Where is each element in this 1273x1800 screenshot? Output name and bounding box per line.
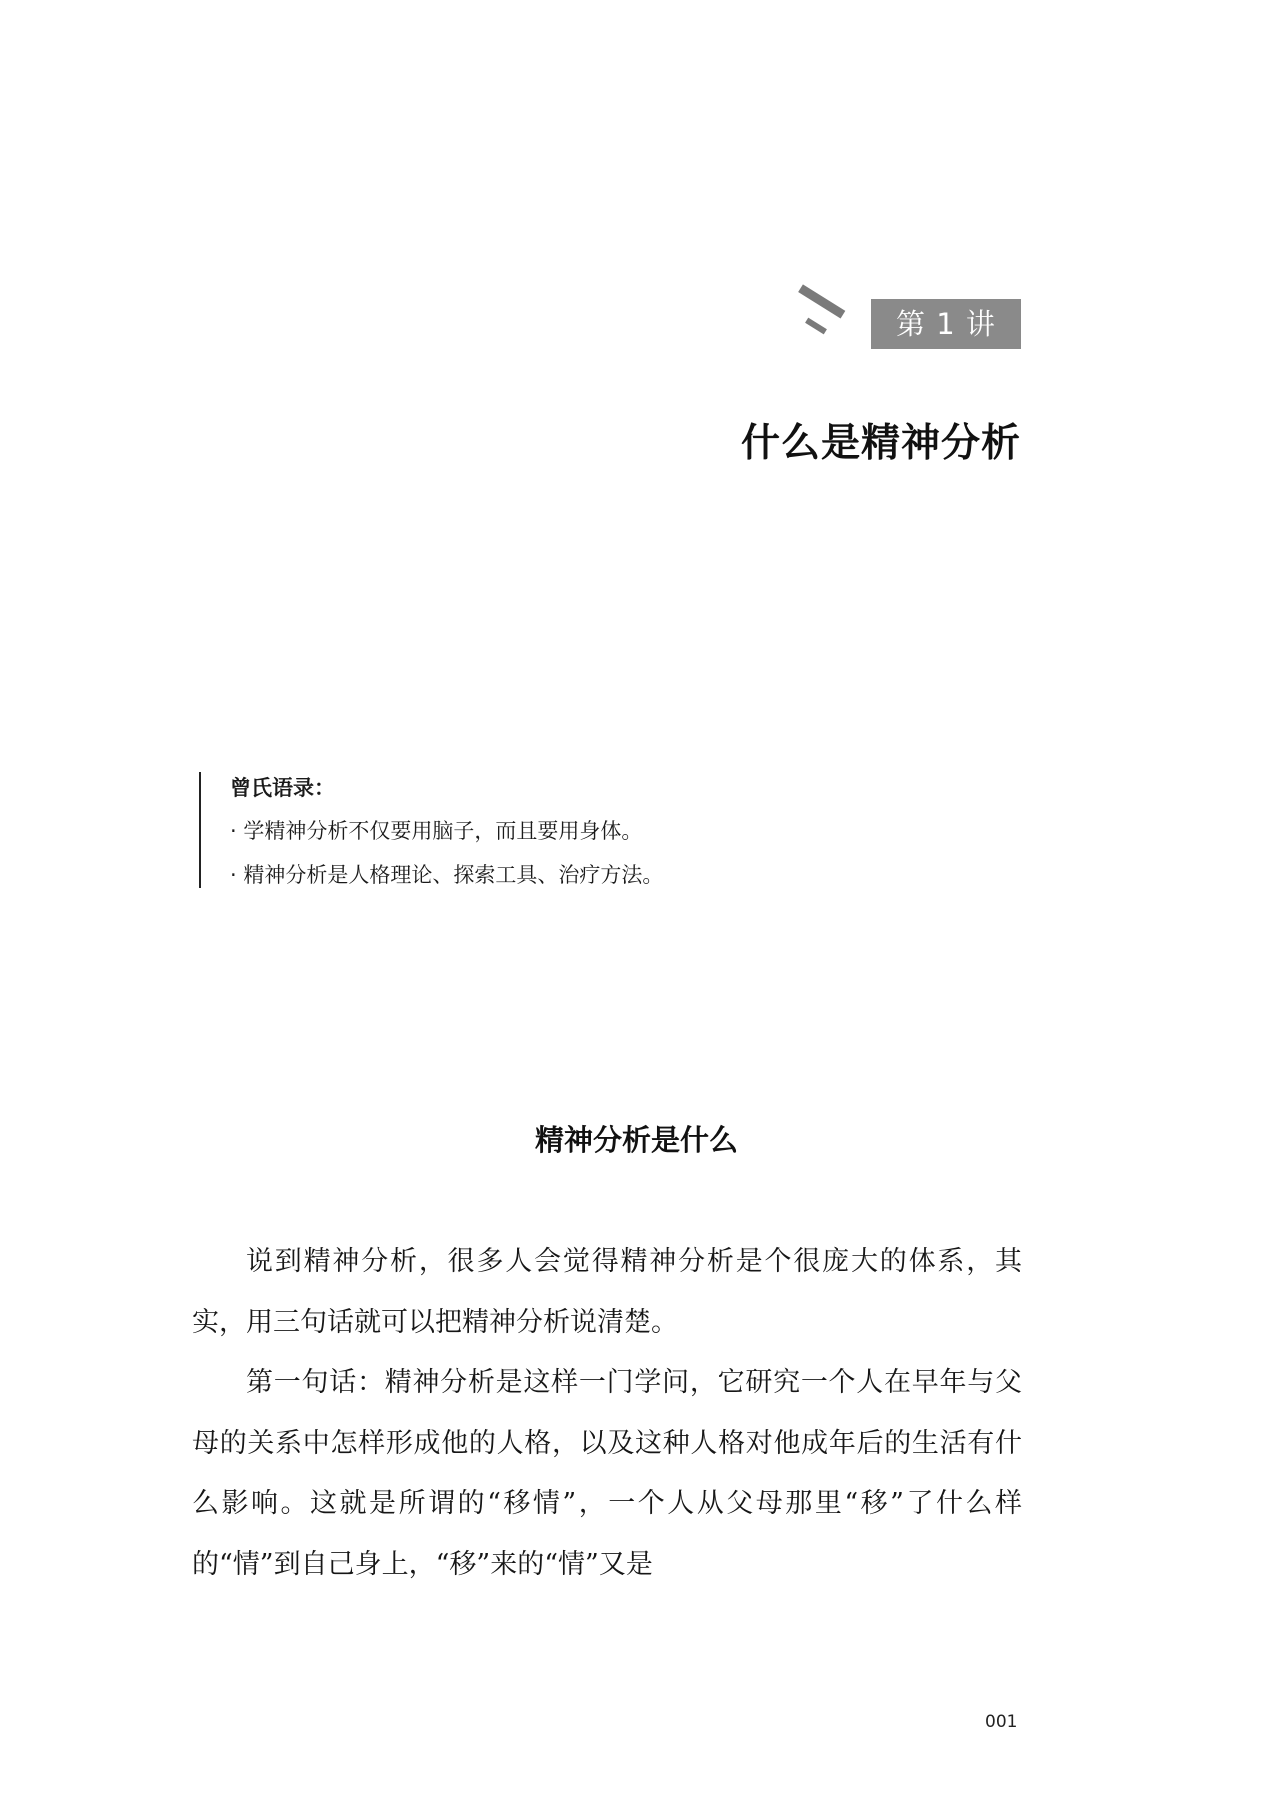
body-paragraph: 说到精神分析，很多人会觉得精神分析是个很庞大的体系，其实，用三句话就可以把精神分析说清楚。 bbox=[192, 1246, 1022, 1338]
quotes-heading: 曾氏语录： bbox=[230, 776, 335, 800]
section-heading: 精神分析是什么 bbox=[534, 1123, 738, 1157]
chapter-badge: 第 1 讲 bbox=[871, 299, 1021, 349]
diagonal-stripes-icon bbox=[795, 283, 855, 343]
page-number: 001 bbox=[985, 1712, 1018, 1732]
body-text bbox=[192, 1232, 1022, 1595]
quote-divider bbox=[199, 772, 201, 888]
body-paragraph: 第一句话：精神分析是这样一门学问，它研究一个人在早年与父母的关系中怎样形成他的人格，以及这种人格对他成年后的生活有什么影响。这就是所谓的“移情”，一个人从父母那里“移”了什么样的“情”到自己身上，“移”来的“情”又是 bbox=[192, 1367, 1022, 1580]
quote-item: · 学精神分析不仅要用脑子，而且要用身体。 bbox=[230, 819, 643, 843]
chapter-title: 什么是精神分析 bbox=[740, 421, 1021, 466]
quote-item: · 精神分析是人格理论、探索工具、治疗方法。 bbox=[230, 863, 664, 887]
